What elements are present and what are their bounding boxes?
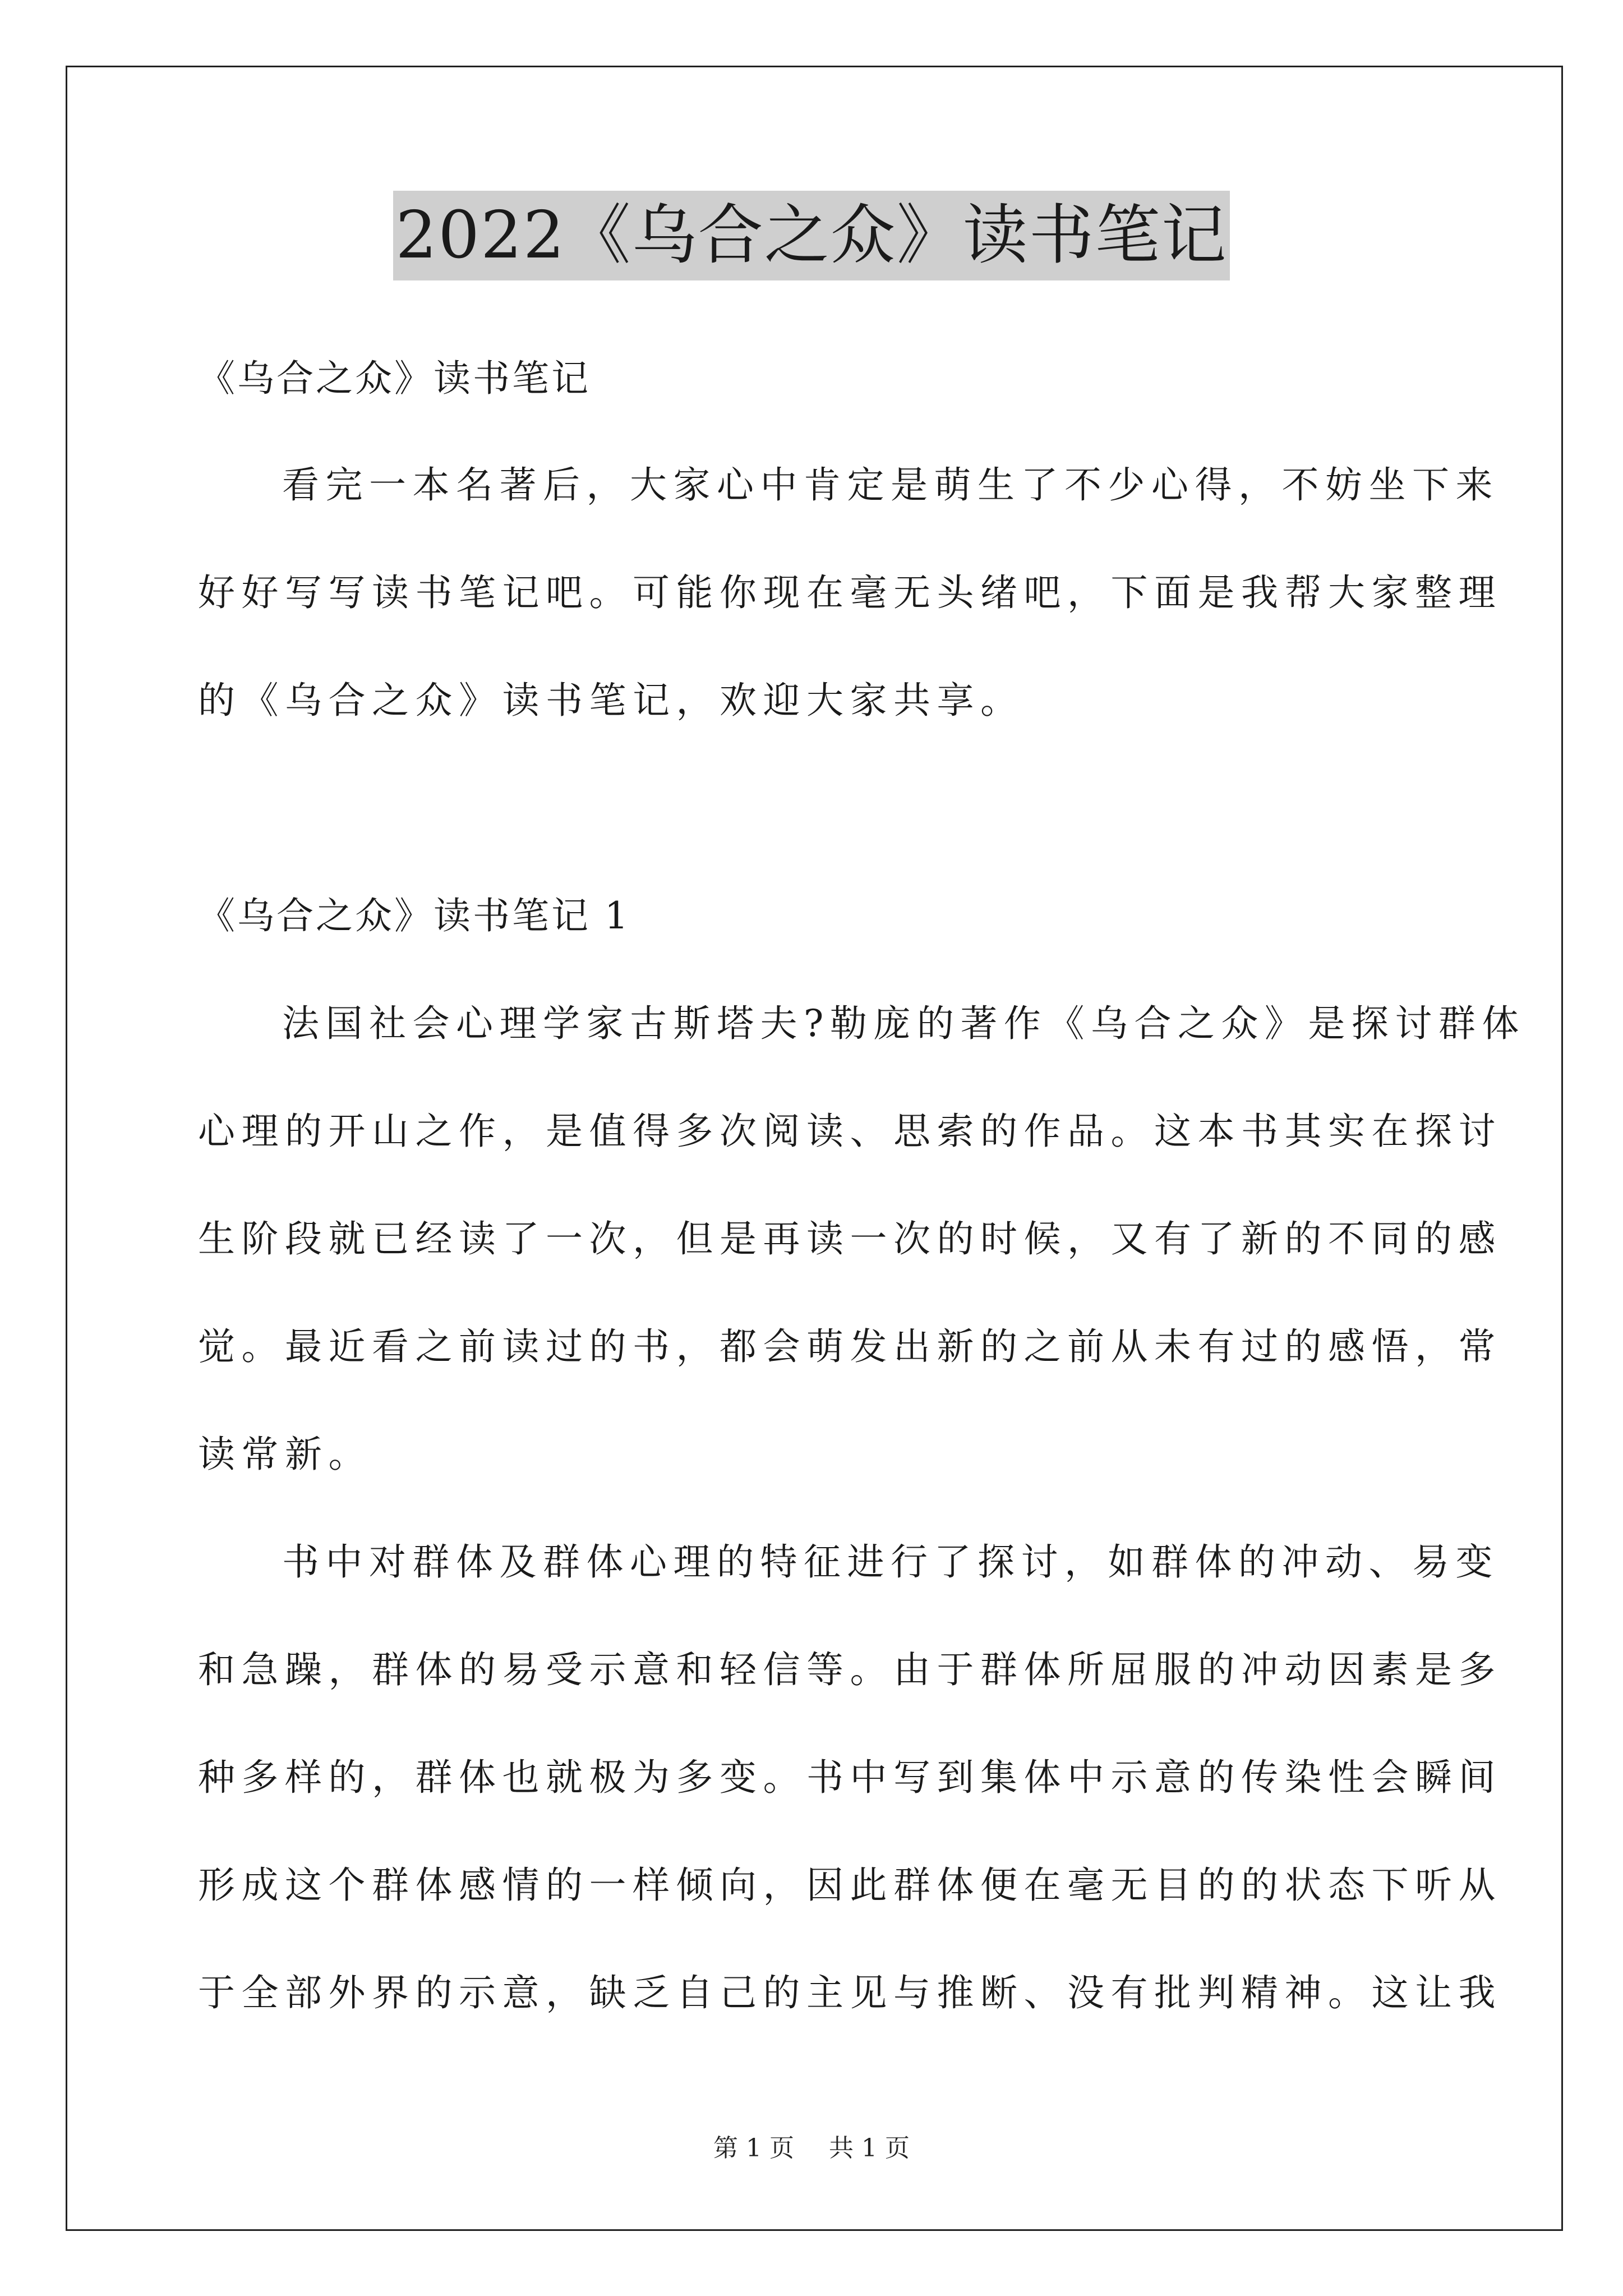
page-number-current: 第 1 页 <box>713 2134 794 2162</box>
paragraph-line: 形成这个群体感情的一样倾向，因此群体便在毫无目的的状态下听从 <box>198 1864 1502 1907</box>
paragraph-line: 于全部外界的示意，缺乏自己的主见与推断、没有批判精神。这让我 <box>198 1971 1502 2014</box>
paragraph-line: 生阶段就已经读了一次，但是再读一次的时候，又有了新的不同的感 <box>198 1217 1502 1260</box>
page-number-total: 共 1 页 <box>829 2134 910 2162</box>
paragraph-line: 读常新。 <box>198 1433 372 1476</box>
paragraph-line: 觉。最近看之前读过的书，都会萌发出新的之前从未有过的感悟，常 <box>198 1325 1502 1368</box>
paragraph-line: 种多样的，群体也就极为多变。书中写到集体中示意的传染性会瞬间 <box>198 1756 1502 1799</box>
intro-line: 好好写写读书笔记吧。可能你现在毫无头绪吧，下面是我帮大家整理 <box>198 571 1502 614</box>
intro-line: 的《乌合之众》读书笔记，欢迎大家共享。 <box>198 679 1024 722</box>
document-title: 2022《乌合之众》读书笔记 <box>393 191 1229 280</box>
paragraph-line: 和急躁，群体的易受示意和轻信等。由于群体所屈服的冲动因素是多 <box>198 1648 1502 1691</box>
paragraph-line: 书中对群体及群体心理的特征进行了探讨，如群体的冲动、易变 <box>282 1540 1499 1584</box>
title-container <box>0 191 1623 280</box>
section-heading: 《乌合之众》读书笔记 1 <box>198 894 630 937</box>
page-footer <box>0 2132 1623 2165</box>
paragraph-line: 法国社会心理学家古斯塔夫?勒庞的著作《乌合之众》是探讨群体 <box>282 1002 1525 1045</box>
paragraph-line: 心理的开山之作，是值得多次阅读、思索的作品。这本书其实在探讨 <box>198 1110 1502 1153</box>
intro-line: 看完一本名著后，大家心中肯定是萌生了不少心得，不妨坐下来 <box>282 463 1499 507</box>
document-subtitle: 《乌合之众》读书笔记 <box>198 357 591 400</box>
